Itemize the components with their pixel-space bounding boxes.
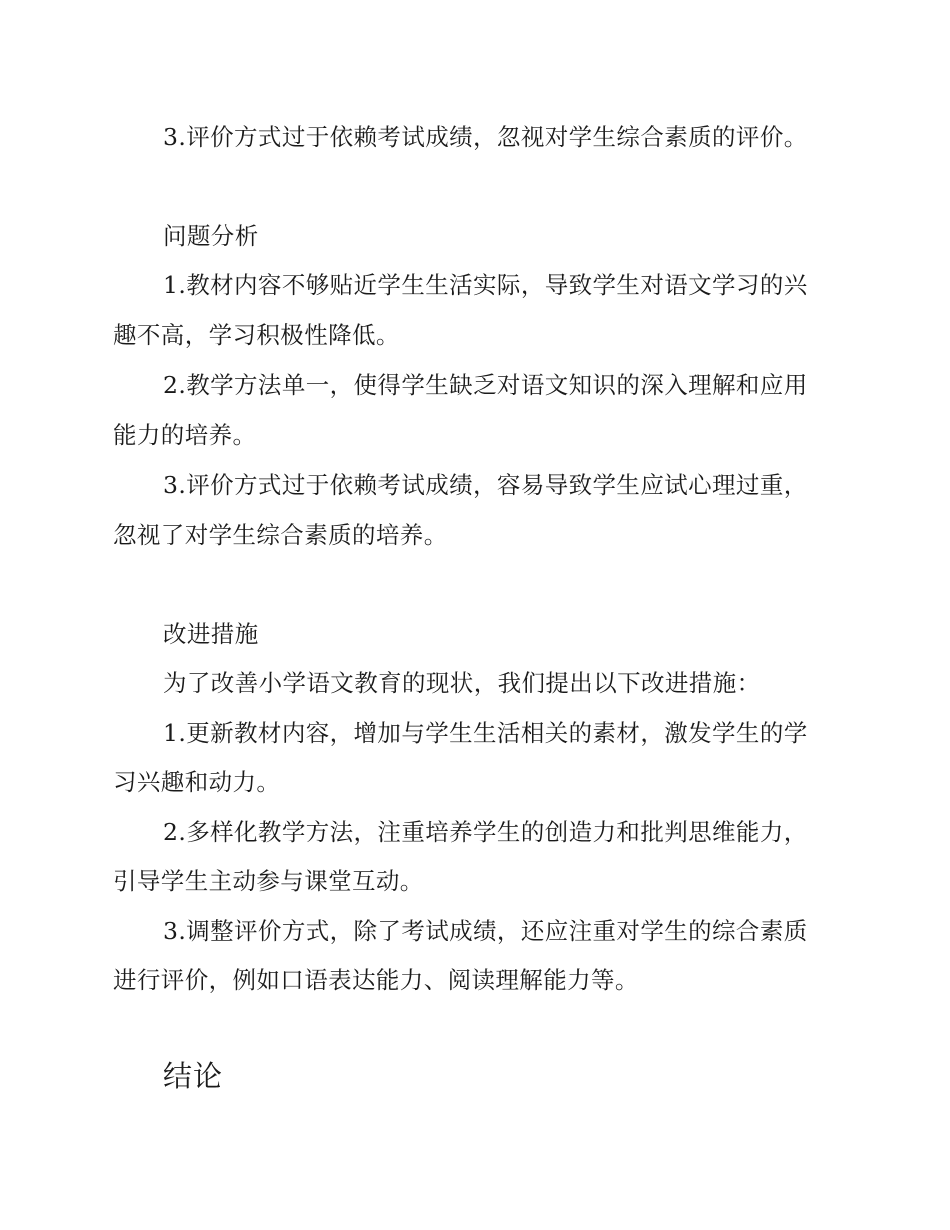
paragraph-line: 3.调整评价方式，除了考试成绩，还应注重对学生的综合素质 xyxy=(163,917,808,945)
section-heading-conclusion: 结论 xyxy=(163,1059,224,1093)
paragraph-line: 趣不高，学习积极性降低。 xyxy=(113,321,400,349)
section-heading-improvement-measures: 改进措施 xyxy=(163,620,259,648)
section-heading-problem-analysis: 问题分析 xyxy=(163,222,259,250)
paragraph-line: 3.评价方式过于依赖考试成绩，容易导致学生应试心理过重， xyxy=(163,471,808,499)
paragraph-line: 引导学生主动参与课堂互动。 xyxy=(113,867,424,895)
paragraph-line: 习兴趣和动力。 xyxy=(113,768,281,796)
paragraph-line: 2.多样化教学方法，注重培养学生的创造力和批判思维能力， xyxy=(163,818,808,846)
paragraph-line: 能力的培养。 xyxy=(113,421,257,449)
paragraph-line: 2.教学方法单一，使得学生缺乏对语文知识的深入理解和应用 xyxy=(163,371,808,399)
paragraph-line: 为了改善小学语文教育的现状，我们提出以下改进措施： xyxy=(163,669,761,697)
paragraph-line: 1.更新教材内容，增加与学生生活相关的素材，激发学生的学 xyxy=(163,719,808,747)
paragraph-line: 进行评价，例如口语表达能力、阅读理解能力等。 xyxy=(113,966,639,994)
paragraph-line: 3.评价方式过于依赖考试成绩，忽视对学生综合素质的评价。 xyxy=(163,123,808,151)
paragraph-line: 忽视了对学生综合素质的培养。 xyxy=(113,521,448,549)
paragraph-line: 1.教材内容不够贴近学生生活实际，导致学生对语文学习的兴 xyxy=(163,271,808,299)
